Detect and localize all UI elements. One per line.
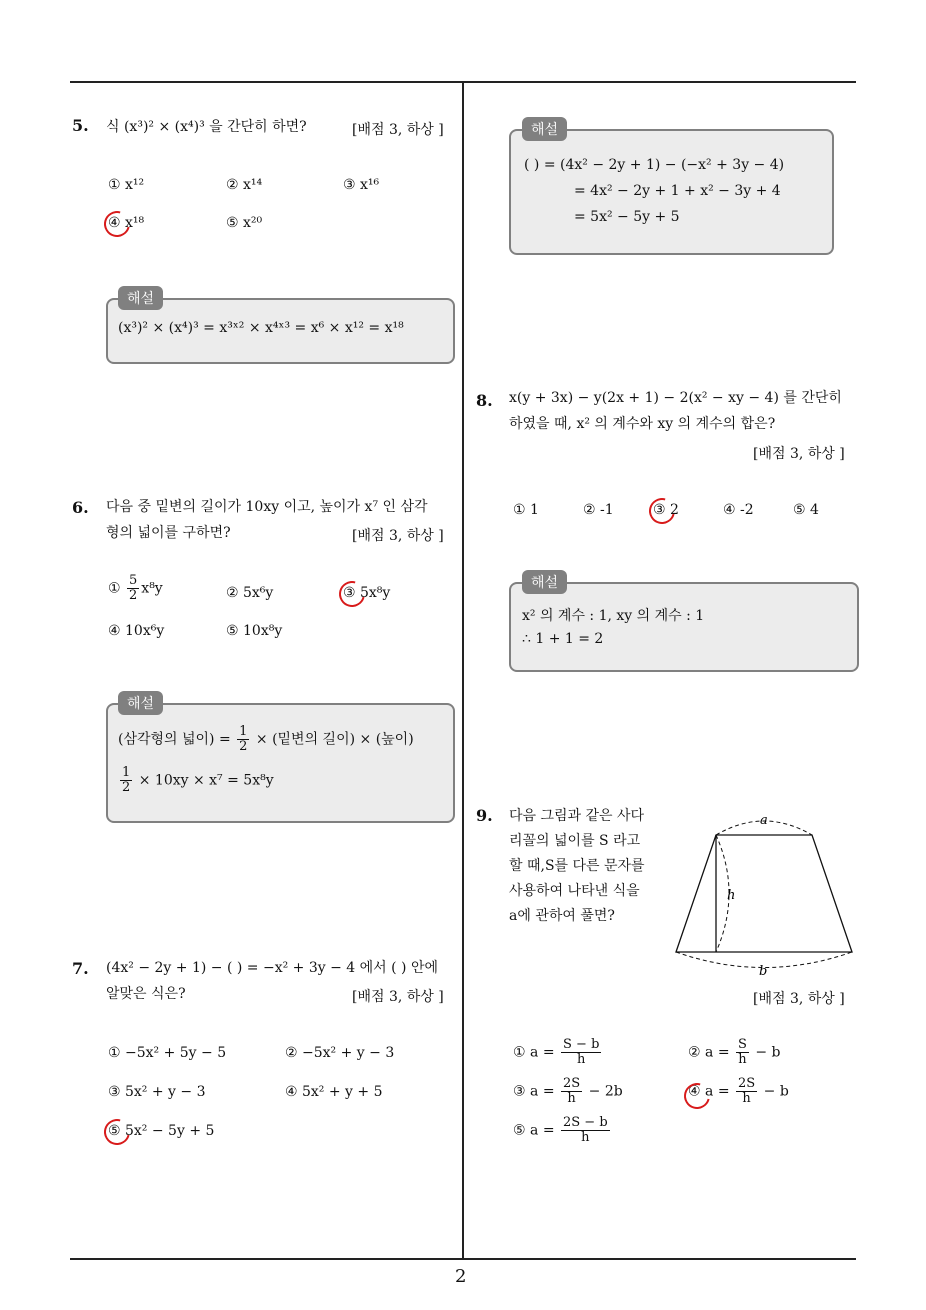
option-marker: ④ bbox=[688, 1083, 701, 1100]
option-1[interactable] bbox=[513, 1038, 603, 1067]
question-number: 6. bbox=[72, 498, 89, 517]
fraction-numerator: S − b bbox=[563, 1037, 600, 1052]
explanation-line: (x³)² × (x⁴)³ = x³ˣ² × x⁴ˣ³ = x⁶ × x¹² = x¹⁸ bbox=[118, 320, 404, 336]
explanation-text: (삼각형의 넓이) = bbox=[118, 731, 231, 748]
trapezoid-figure bbox=[670, 805, 860, 985]
option-4[interactable]: ④ 10x⁶y bbox=[108, 623, 165, 639]
option-marker: ① bbox=[108, 580, 121, 597]
fraction bbox=[736, 1077, 757, 1106]
question-text-line-2: 리꼴의 넓이를 S 라고 bbox=[509, 833, 641, 849]
question-text-line-2: 형의 넓이를 구하면? bbox=[106, 525, 231, 541]
question-text-line-2: 하였을 때, x² 의 계수와 xy 의 계수의 합은? bbox=[509, 416, 776, 432]
fraction-numerator: 2S bbox=[563, 1076, 581, 1091]
option-2[interactable] bbox=[688, 1038, 781, 1067]
question-text-line-1: 다음 중 밑변의 길이가 10xy 이고, 높이가 x⁷ 인 삼각 bbox=[106, 499, 428, 515]
option-suffix: − b bbox=[755, 1044, 781, 1061]
fraction-numerator: 2S − b bbox=[563, 1115, 608, 1130]
explanation-line-1 bbox=[118, 725, 414, 754]
question-text-line-2: 알맞은 식은? bbox=[106, 986, 186, 1002]
option-marker: ① bbox=[513, 1044, 526, 1061]
score-label: [배점 3, 하상 ] bbox=[352, 122, 444, 138]
question-text-line-3: 할 때,S를 다른 문자를 bbox=[509, 858, 645, 874]
fraction bbox=[561, 1116, 610, 1145]
option-2[interactable]: ② x¹⁴ bbox=[226, 177, 263, 193]
question-number: 9. bbox=[476, 806, 493, 825]
option-3[interactable] bbox=[513, 1077, 623, 1106]
explanation-line-2 bbox=[118, 766, 274, 795]
explanation-text: × (밑변의 길이) × (높이) bbox=[255, 731, 414, 748]
fraction bbox=[237, 725, 249, 754]
question-text: 식 (x³)² × (x⁴)³ 을 간단히 하면? bbox=[106, 119, 307, 135]
fraction-numerator: 2S bbox=[738, 1076, 756, 1091]
option-1[interactable]: ① −5x² + 5y − 5 bbox=[108, 1045, 227, 1061]
answer-circle bbox=[644, 493, 680, 529]
option-prefix: a = bbox=[530, 1044, 555, 1061]
option-term: x⁸y bbox=[141, 580, 163, 597]
option-suffix: − b bbox=[763, 1083, 789, 1100]
option-4[interactable]: ④ x¹⁸ bbox=[108, 215, 145, 231]
fraction-numerator: S bbox=[738, 1037, 747, 1052]
option-5[interactable]: ⑤ 10x⁸y bbox=[226, 623, 283, 639]
explanation-box bbox=[509, 582, 859, 672]
option-prefix: a = bbox=[705, 1083, 730, 1100]
fraction bbox=[736, 1038, 749, 1067]
page-number: 2 bbox=[455, 1266, 467, 1287]
score-label: [배점 3, 하상 ] bbox=[352, 528, 444, 544]
label-a: a bbox=[760, 813, 768, 828]
explanation-box bbox=[106, 703, 455, 823]
option-3[interactable]: ③ 2 bbox=[653, 502, 679, 518]
fraction-numerator: 5 bbox=[129, 573, 138, 588]
option-5[interactable]: ⑤ x²⁰ bbox=[226, 215, 263, 231]
explanation-text: × 10xy × x⁷ = 5x⁸y bbox=[138, 772, 274, 789]
fraction-denominator: h bbox=[567, 1091, 576, 1106]
score-label: [배점 3, 하상 ] bbox=[753, 991, 845, 1007]
fraction-numerator: 1 bbox=[239, 724, 248, 739]
option-marker: ⑤ bbox=[513, 1122, 526, 1139]
question-number: 8. bbox=[476, 391, 493, 410]
option-prefix: a = bbox=[705, 1044, 730, 1061]
option-1[interactable] bbox=[108, 574, 163, 603]
option-4[interactable]: ④ 5x² + y + 5 bbox=[285, 1084, 383, 1100]
explanation-line-2: = 4x² − 2y + 1 + x² − 3y + 4 bbox=[574, 183, 781, 199]
fraction bbox=[120, 766, 132, 795]
question-number: 7. bbox=[72, 959, 89, 978]
explanation-line-1: ( ) = (4x² − 2y + 1) − (−x² + 3y − 4) bbox=[524, 157, 785, 173]
fraction-numerator: 1 bbox=[122, 765, 131, 780]
label-b: b bbox=[759, 964, 768, 979]
fraction-denominator: 2 bbox=[239, 739, 248, 754]
fraction-denominator: 2 bbox=[122, 780, 131, 795]
option-4[interactable]: ④ -2 bbox=[723, 502, 754, 518]
option-5[interactable]: ⑤ 5x² − 5y + 5 bbox=[108, 1123, 215, 1139]
fraction-denominator: h bbox=[581, 1130, 590, 1145]
option-1[interactable]: ① x¹² bbox=[108, 177, 145, 193]
explanation-tag: 해설 bbox=[522, 570, 567, 594]
option-2[interactable]: ② 5x⁶y bbox=[226, 585, 274, 601]
question-text-line-1: 다음 그림과 같은 사다 bbox=[509, 808, 645, 824]
fraction-denominator: h bbox=[577, 1052, 586, 1067]
option-marker: ② bbox=[688, 1044, 701, 1061]
option-5[interactable] bbox=[513, 1116, 612, 1145]
score-label: [배점 3, 하상 ] bbox=[753, 446, 845, 462]
answer-circle bbox=[334, 576, 370, 612]
answer-circle bbox=[99, 206, 135, 242]
explanation-tag: 해설 bbox=[118, 691, 163, 715]
option-prefix: a = bbox=[530, 1083, 555, 1100]
score-label: [배점 3, 하상 ] bbox=[352, 989, 444, 1005]
option-3[interactable]: ③ 5x⁸y bbox=[343, 585, 391, 601]
fraction bbox=[561, 1077, 582, 1106]
option-prefix: a = bbox=[530, 1122, 555, 1139]
fraction bbox=[127, 574, 139, 603]
bottom-rule bbox=[70, 1258, 856, 1260]
question-text-line-1: (4x² − 2y + 1) − ( ) = −x² + 3y − 4 에서 ( ) 안에 bbox=[106, 960, 439, 976]
question-text-line-5: a에 관하여 풀면? bbox=[509, 908, 615, 924]
fraction-denominator: h bbox=[742, 1091, 751, 1106]
explanation-line-2: ∴ 1 + 1 = 2 bbox=[522, 631, 604, 647]
explanation-line-3: = 5x² − 5y + 5 bbox=[574, 209, 680, 225]
option-3[interactable]: ③ x¹⁶ bbox=[343, 177, 380, 193]
explanation-tag: 해설 bbox=[522, 117, 567, 141]
fraction bbox=[561, 1038, 601, 1067]
option-2[interactable]: ② −5x² + y − 3 bbox=[285, 1045, 395, 1061]
label-h: h bbox=[727, 888, 736, 903]
option-suffix: − 2b bbox=[588, 1083, 623, 1100]
fraction-denominator: h bbox=[738, 1052, 747, 1067]
option-2[interactable]: ② -1 bbox=[583, 502, 614, 518]
option-1[interactable]: ① 1 bbox=[513, 502, 539, 518]
fraction-denominator: 2 bbox=[129, 588, 138, 603]
option-3[interactable]: ③ 5x² + y − 3 bbox=[108, 1084, 206, 1100]
explanation-line-1: x² 의 계수 : 1, xy 의 계수 : 1 bbox=[522, 608, 705, 624]
option-5[interactable]: ⑤ 4 bbox=[793, 502, 819, 518]
option-marker: ③ bbox=[513, 1083, 526, 1100]
question-number: 5. bbox=[72, 116, 89, 135]
explanation-tag: 해설 bbox=[118, 286, 163, 310]
center-divider bbox=[462, 83, 464, 1260]
trapezoid-outline bbox=[676, 835, 852, 952]
question-text-line-4: 사용하여 나타낸 식을 bbox=[509, 883, 640, 899]
answer-circle bbox=[99, 1114, 135, 1150]
question-text-line-1: x(y + 3x) − y(2x + 1) − 2(x² − xy − 4) 를 간단히 bbox=[509, 390, 842, 406]
